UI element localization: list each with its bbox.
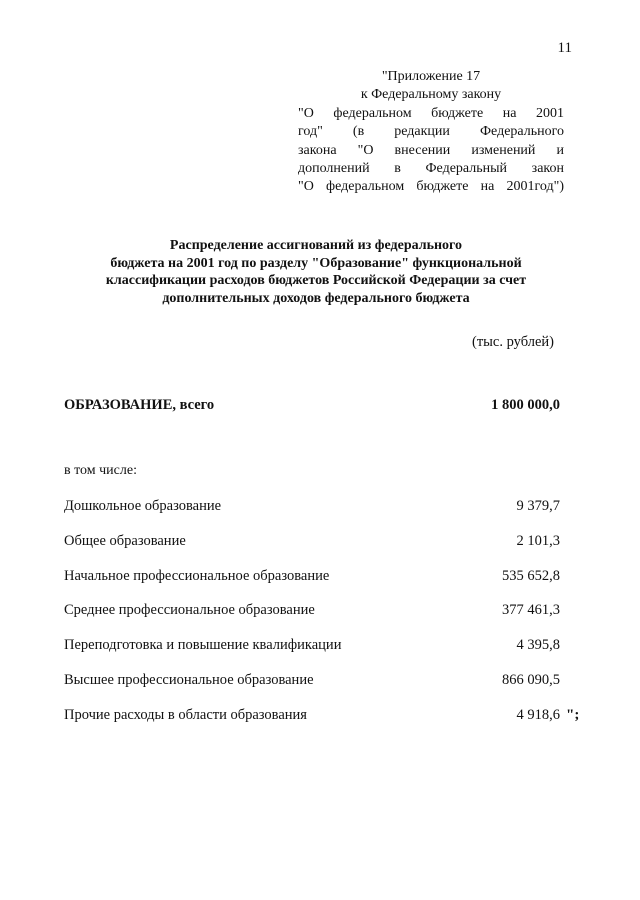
row-value: 4 395,8 <box>516 637 560 653</box>
table-row <box>64 568 560 585</box>
appendix-line: закона "О внесении изменений и <box>298 142 564 158</box>
unit-label: (тыс. рублей) <box>472 334 554 350</box>
row-label: Дошкольное образование <box>64 498 222 514</box>
title-line: дополнительных доходов федерального бюджета <box>162 290 470 306</box>
document-title <box>70 237 562 307</box>
row-value: 377 461,3 <box>502 602 560 618</box>
table-row <box>64 637 560 654</box>
closing-quote: "; <box>566 707 580 723</box>
row-label: Высшее профессиональное образование <box>64 672 314 688</box>
table-row <box>64 498 560 515</box>
row-value: 535 652,8 <box>502 568 560 584</box>
appendix-line: "О федеральном бюджете на 2001год") <box>298 179 564 195</box>
row-value: 4 918,6 <box>516 707 560 723</box>
title-line: бюджета на 2001 год по разделу "Образование" функциональной <box>110 255 522 271</box>
row-value: 2 101,3 <box>516 533 560 549</box>
page-number: 11 <box>557 40 572 56</box>
appendix-header <box>298 68 564 197</box>
appendix-line: "О федеральном бюджете на 2001 <box>298 105 564 121</box>
row-label: Начальное профессиональное образование <box>64 568 330 584</box>
row-label: Среднее профессиональное образование <box>64 602 315 618</box>
title-line: Распределение ассигнований из федерального <box>169 238 463 253</box>
table-row <box>64 707 560 724</box>
appendix-line: к Федеральному закону <box>360 87 502 103</box>
appendix-line: "Приложение 17 <box>381 69 481 84</box>
total-value: 1 800 000,0 <box>491 397 560 413</box>
table-row <box>64 533 560 550</box>
intro-text: в том числе: <box>64 463 137 478</box>
total-row <box>64 397 560 414</box>
total-label: ОБРАЗОВАНИЕ, всего <box>64 397 215 413</box>
row-label: Общее образование <box>64 533 186 549</box>
table-row <box>64 602 560 619</box>
appendix-line: дополнений в Федеральный закон <box>298 161 564 177</box>
row-label: Прочие расходы в области образования <box>64 707 307 723</box>
row-value: 9 379,7 <box>516 498 560 514</box>
row-label: Переподготовка и повышение квалификации <box>64 637 342 653</box>
title-line: классификации расходов бюджетов Российской Федерации за счет <box>105 273 527 288</box>
appendix-line: год" (в редакции Федерального <box>298 124 564 140</box>
row-value: 866 090,5 <box>502 672 560 688</box>
table-row <box>64 672 560 689</box>
